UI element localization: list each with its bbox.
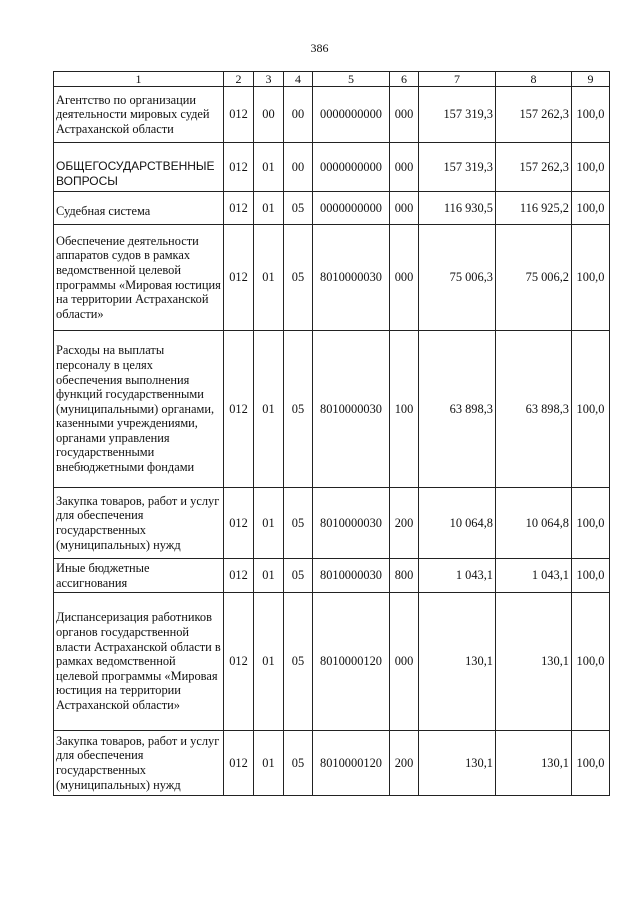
cell-executed: 157 262,3 [496,87,572,143]
cell-target-article: 0000000000 [313,143,390,192]
cell-target-article: 0000000000 [313,192,390,225]
row-name: Иные бюджетные ассигнования [54,559,224,593]
header-row [54,72,610,87]
row-name: Расходы на выплаты персоналу в целях обеспечения выполнения функций государственными (муниципальными) органами, казенными учреждениями, органами управления государственными внебюджетными фондами [54,331,224,488]
cell-target-article: 8010000030 [313,488,390,559]
cell-subsection: 00 [284,143,313,192]
cell-section: 01 [254,593,284,731]
table-row [54,87,610,143]
row-name: Обеспечение деятельности аппаратов судов в рамках ведомственной целевой программы «Мировая юстиция на территории Астраханской области» [54,225,224,331]
cell-percent: 100,0 [572,331,610,488]
cell-target-article: 8010000030 [313,559,390,593]
cell-planned: 10 064,8 [419,488,496,559]
cell-target-article: 8010000030 [313,225,390,331]
cell-executed: 63 898,3 [496,331,572,488]
cell-ministry: 012 [224,331,254,488]
cell-section: 01 [254,731,284,796]
col-header-section: 3 [254,72,284,87]
row-name: Судебная система [54,192,224,225]
cell-section: 01 [254,192,284,225]
cell-planned: 1 043,1 [419,559,496,593]
table-row [54,731,610,796]
cell-executed: 10 064,8 [496,488,572,559]
cell-subsection: 05 [284,192,313,225]
col-header-expense-type: 6 [390,72,419,87]
cell-ministry: 012 [224,731,254,796]
cell-percent: 100,0 [572,143,610,192]
budget-table [53,71,610,796]
cell-percent: 100,0 [572,225,610,331]
cell-target-article: 8010000120 [313,593,390,731]
col-header-name: 1 [54,72,224,87]
page-number: 386 [310,41,329,55]
cell-executed: 130,1 [496,593,572,731]
row-name: Агентство по организации деятельности мировых судей Астраханской области [54,87,224,143]
cell-ministry: 012 [224,143,254,192]
cell-expense-type: 000 [390,593,419,731]
cell-target-article: 0000000000 [313,87,390,143]
cell-percent: 100,0 [572,559,610,593]
col-header-subsection: 4 [284,72,313,87]
row-name: Закупка товаров, работ и услуг для обеспечения государственных (муниципальных) нужд [54,731,224,796]
cell-percent: 100,0 [572,731,610,796]
col-header-percent: 9 [572,72,610,87]
cell-section: 01 [254,331,284,488]
cell-executed: 157 262,3 [496,143,572,192]
table-row [54,593,610,731]
cell-expense-type: 200 [390,488,419,559]
cell-section: 00 [254,87,284,143]
cell-ministry: 012 [224,488,254,559]
cell-ministry: 012 [224,192,254,225]
cell-subsection: 05 [284,593,313,731]
cell-planned: 130,1 [419,731,496,796]
col-header-ministry: 2 [224,72,254,87]
cell-expense-type: 000 [390,143,419,192]
cell-section: 01 [254,559,284,593]
cell-ministry: 012 [224,559,254,593]
table-row [54,331,610,488]
cell-subsection: 05 [284,225,313,331]
cell-executed: 116 925,2 [496,192,572,225]
row-name: Закупка товаров, работ и услуг для обеспечения государственных (муниципальных) нужд [54,488,224,559]
cell-planned: 157 319,3 [419,87,496,143]
cell-planned: 157 319,3 [419,143,496,192]
col-header-planned: 7 [419,72,496,87]
cell-planned: 63 898,3 [419,331,496,488]
cell-planned: 116 930,5 [419,192,496,225]
cell-planned: 130,1 [419,593,496,731]
cell-expense-type: 800 [390,559,419,593]
cell-percent: 100,0 [572,87,610,143]
cell-expense-type: 200 [390,731,419,796]
cell-expense-type: 000 [390,87,419,143]
row-name: ОБЩЕГОСУДАРСТВЕННЫЕ ВОПРОСЫ [54,143,224,192]
cell-percent: 100,0 [572,593,610,731]
cell-ministry: 012 [224,593,254,731]
cell-planned: 75 006,3 [419,225,496,331]
table-row [54,559,610,593]
cell-ministry: 012 [224,225,254,331]
cell-percent: 100,0 [572,488,610,559]
cell-subsection: 05 [284,331,313,488]
cell-percent: 100,0 [572,192,610,225]
cell-ministry: 012 [224,87,254,143]
cell-expense-type: 000 [390,192,419,225]
cell-subsection: 05 [284,559,313,593]
cell-subsection: 05 [284,488,313,559]
row-name: Диспансеризация работников органов государственной власти Астраханской области в рамках ведомственной целевой программы «Мировая юстиция на территории Астраханской области» [54,593,224,731]
cell-subsection: 05 [284,731,313,796]
table-row [54,488,610,559]
cell-section: 01 [254,225,284,331]
table-row [54,225,610,331]
cell-expense-type: 100 [390,331,419,488]
cell-executed: 130,1 [496,731,572,796]
cell-expense-type: 000 [390,225,419,331]
cell-section: 01 [254,143,284,192]
col-header-executed: 8 [496,72,572,87]
cell-executed: 75 006,2 [496,225,572,331]
cell-subsection: 00 [284,87,313,143]
cell-target-article: 8010000030 [313,331,390,488]
col-header-target-article: 5 [313,72,390,87]
cell-target-article: 8010000120 [313,731,390,796]
cell-section: 01 [254,488,284,559]
table-row [54,143,610,192]
table-row [54,192,610,225]
cell-executed: 1 043,1 [496,559,572,593]
